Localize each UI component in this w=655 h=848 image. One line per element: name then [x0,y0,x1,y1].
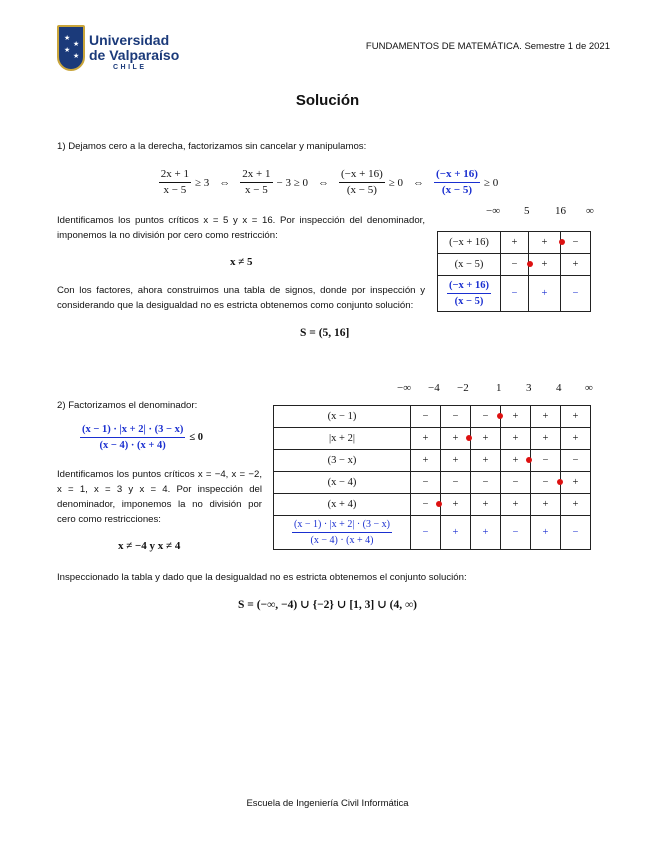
p1-critical-text: Identificamos los puntos críticos x = 5 y x = 16. Por inspección del denominador, imponemos la no división por cero como restricción: [57,215,425,241]
p1-intro: 1) Dejamos cero a la derecha, factorizamos sin cancelar y manipulamos: [57,141,367,152]
critical-point-marker [526,457,532,463]
critical-point-marker [527,261,533,267]
critical-point-marker [466,435,472,441]
table-row-label: (x − 5) [438,254,501,276]
table-row-label: (x − 1) [274,406,411,428]
page-title: Solución [295,92,360,109]
p2-solution: S = (−∞, −4) ∪ {−2} ∪ [1, 3] ∪ (4, ∞) [238,599,417,611]
p2-table-axis: −∞ −4 −2 1 3 4 ∞ [397,382,593,394]
p1-equation: $\frac{2x + 1}{x - 5}$ ≥ 3 ⇔ $\frac{2x + 1}{x - 5}$ − 3 ≥ 0 ⇔ $\frac{(-x + 16)}{(x - 5)}$ ≥ 0 ⇔ $\frac{(-x + 16)}{(x - 5)}$ ≥ 0 [160,168,499,196]
p1-sign-table: (−x + 16) + + − (x − 5) − + + $\frac{(-x + 16)}{(x - 5)}$ − + − [437,231,591,312]
table-result-label: $\frac{(-x + 16)}{(x - 5)}$ [438,276,501,312]
logo-text-line3: CHILE [113,64,147,71]
p1-solution: S = (5, 16] [300,327,350,339]
p1-restriction: x ≠ 5 [230,256,253,268]
table-result-label: $\frac{(x - 1) \cdot |x + 2| \cdot (3 - x)}{(x - 4) \cdot (x + 4)}$ [274,516,411,550]
page-footer: Escuela de Ingeniería Civil Informática [246,798,409,809]
critical-point-marker [557,479,563,485]
p2-conclusion: Inspeccionado la tabla y dado que la desigualdad no es estricta obtenemos el conjunto solución: [57,572,467,583]
table-row-label: (x + 4) [274,494,411,516]
p2-intro: 2) Factorizamos el denominador: [57,400,198,411]
p1-table-axis: −∞ 5 16 ∞ [486,205,594,217]
critical-point-marker [436,501,442,507]
table-row-label: |x + 2| [274,428,411,450]
table-row-label: (3 − x) [274,450,411,472]
critical-point-marker [497,413,503,419]
p1-conclusion: Con los factores, ahora construimos una tabla de signos, donde por inspección y considerando que la desigualdad no es estricta obtenemos como conjunto solución: [57,285,425,311]
table-row-label: (−x + 16) [438,232,501,254]
logo-text-line2: de Valparaíso [89,47,180,63]
p2-critical-text: Identificamos los puntos críticos x = −4, x = −2, x = 1, x = 3 y x = 4. Por inspección del denominador, imponemos la no división por cero como restricciones: [57,469,262,525]
university-crest-icon: ★ ★ ★ ★ [57,25,85,71]
p2-inequality: $\frac{(x - 1) \cdot |x + 2| \cdot (3 - x)}{(x - 4) \cdot (x + 4)}$ ≤ 0 [82,424,203,451]
course-header: FUNDAMENTOS DE MATEMÁTICA. Semestre 1 de 2021 [365,41,610,52]
logo-text-line1: Universidad [89,32,170,48]
critical-point-marker [559,239,565,245]
p2-restriction: x ≠ −4 y x ≠ 4 [118,540,181,552]
table-row-label: (x − 4) [274,472,411,494]
p2-sign-table: (x − 1) − − − + + + |x + 2| + + + + + + (3 − x) + + + + − − (x − 4) − − − − − + (x + 4) − + + + + + $\frac{(x - 1) \cdot |x + 2| \cdot (3 - x)}{(x - 4) \cdot (x + 4)}$ − + + − + − [273,405,591,550]
